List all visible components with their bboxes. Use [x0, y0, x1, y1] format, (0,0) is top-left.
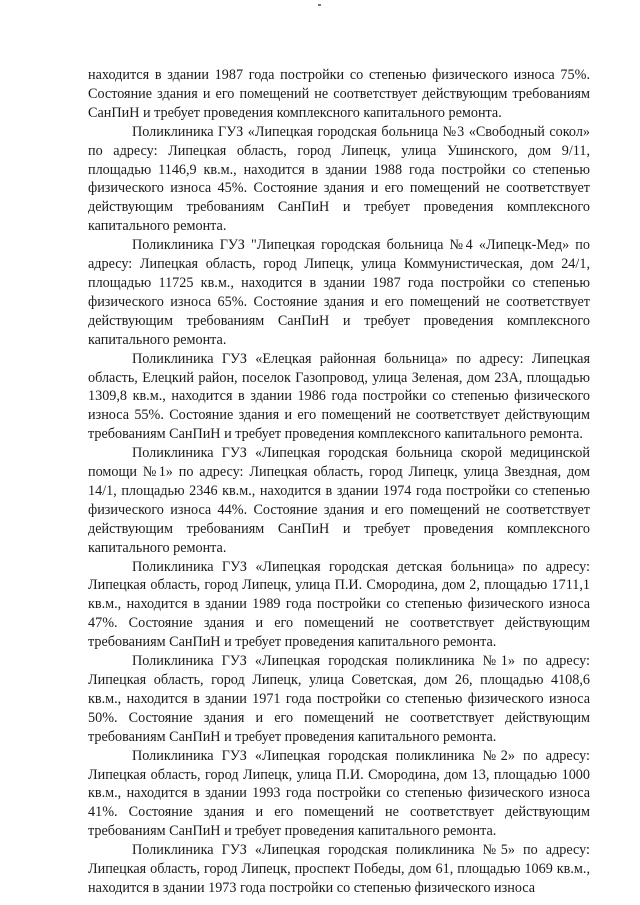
scan-mark — [318, 4, 321, 6]
paragraph-polyclinic-2: Поликлиника ГУЗ «Липецкая городская поликлиника №2» по адресу: Липецкая область, город Липецк, улица П.И. Смородина, дом 13, площадью 1000 кв.м., находится в здании 1993 года постройки со степенью физического износа 41%. Состояние здания и его помещений не соответствует действующим требованиям СанПиН и требует проведения капитального ремонта. — [88, 747, 590, 840]
paragraph-polyclinic-5: Поликлиника ГУЗ «Липецкая городская поликлиника №5» по адресу: Липецкая область, город Липецк, проспект Победы, дом 61, площадью 1069 кв.м., находится в здании 1973 года постройки со степенью физического износа — [88, 842, 590, 896]
paragraph-polyclinic-1: Поликлиника ГУЗ «Липецкая городская поликлиника №1» по адресу: Липецкая область, город Липецк, улица Советская, дом 26, площадью 4108,6 кв.м., находится в здании 1971 года постройки со степенью физического износа 50%. Состояние здания и его помещений не соответствует действующим требованиям СанПиН и требует проведения капитального ремонта. — [88, 653, 590, 745]
paragraph-continuation: находится в здании 1987 года постройки со степенью физического износа 75%. Состояние здания и его помещений не соответствует действующим требованиям СанПиН и требует проведения комплексного капитального ремонта. — [88, 67, 590, 121]
document-body — [88, 66, 590, 898]
paragraph-polyclinic-children: Поликлиника ГУЗ «Липецкая городская детская больница» по адресу: Липецкая область, город Липецк, улица П.И. Смородина, дом 2, площадью 1711,1 кв.м., находится в здании 1989 года постройки со степенью физического износа 47%. Состояние здания и его помещений не соответствует действующим требованиям СанПиН и требует проведения капитального ремонта. — [88, 558, 590, 651]
paragraph-polyclinic-hospital-4: Поликлиника ГУЗ "Липецкая городская больница №4 «Липецк-Мед» по адресу: Липецкая область, город Липецк, улица Коммунистическая, дом 24/1, площадью 11725 кв.м., находится в здании 1987 года постройки со степенью физического износа 65%. Состояние здания и его помещений не соответствует действующим требованиям СанПиН и требует проведения комплексного капитального ремонта. — [88, 237, 590, 348]
paragraph-polyclinic-yelets: Поликлиника ГУЗ «Елецкая районная больница» по адресу: Липецкая область, Елецкий район, поселок Газопровод, улица Зеленая, дом 23А, площадью 1309,8 кв.м., находится в здании 1986 года постройки со степенью физического износа 55%. Состояние здания и его помещений не соответствует действующим требованиям СанПиН и требует проведения комплексного капитального ремонта. — [88, 350, 590, 443]
paragraph-polyclinic-hospital-3: Поликлиника ГУЗ «Липецкая городская больница №3 «Свободный сокол» по адресу: Липецкая область, город Липецк, улица Ушинского, дом 9/11, площадью 1146,9 кв.м., находится в здании 1988 года постройки со степенью физического износа 45%. Состояние здания и его помещений не соответствует действующим требованиям СанПиН и требует проведения комплексного капитального ремонта. — [88, 123, 590, 235]
paragraph-polyclinic-emergency-1: Поликлиника ГУЗ «Липецкая городская больница скорой медицинской помощи №1» по адресу: Липецкая область, город Липецк, улица Звездная, дом 14/1, площадью 2346 кв.м., находится в здании 1974 года постройки со степенью физического износа 44%. Состояние здания и его помещений не соответствует действующим требованиям СанПиН и требует проведения комплексного капитального ремонта. — [88, 445, 590, 556]
